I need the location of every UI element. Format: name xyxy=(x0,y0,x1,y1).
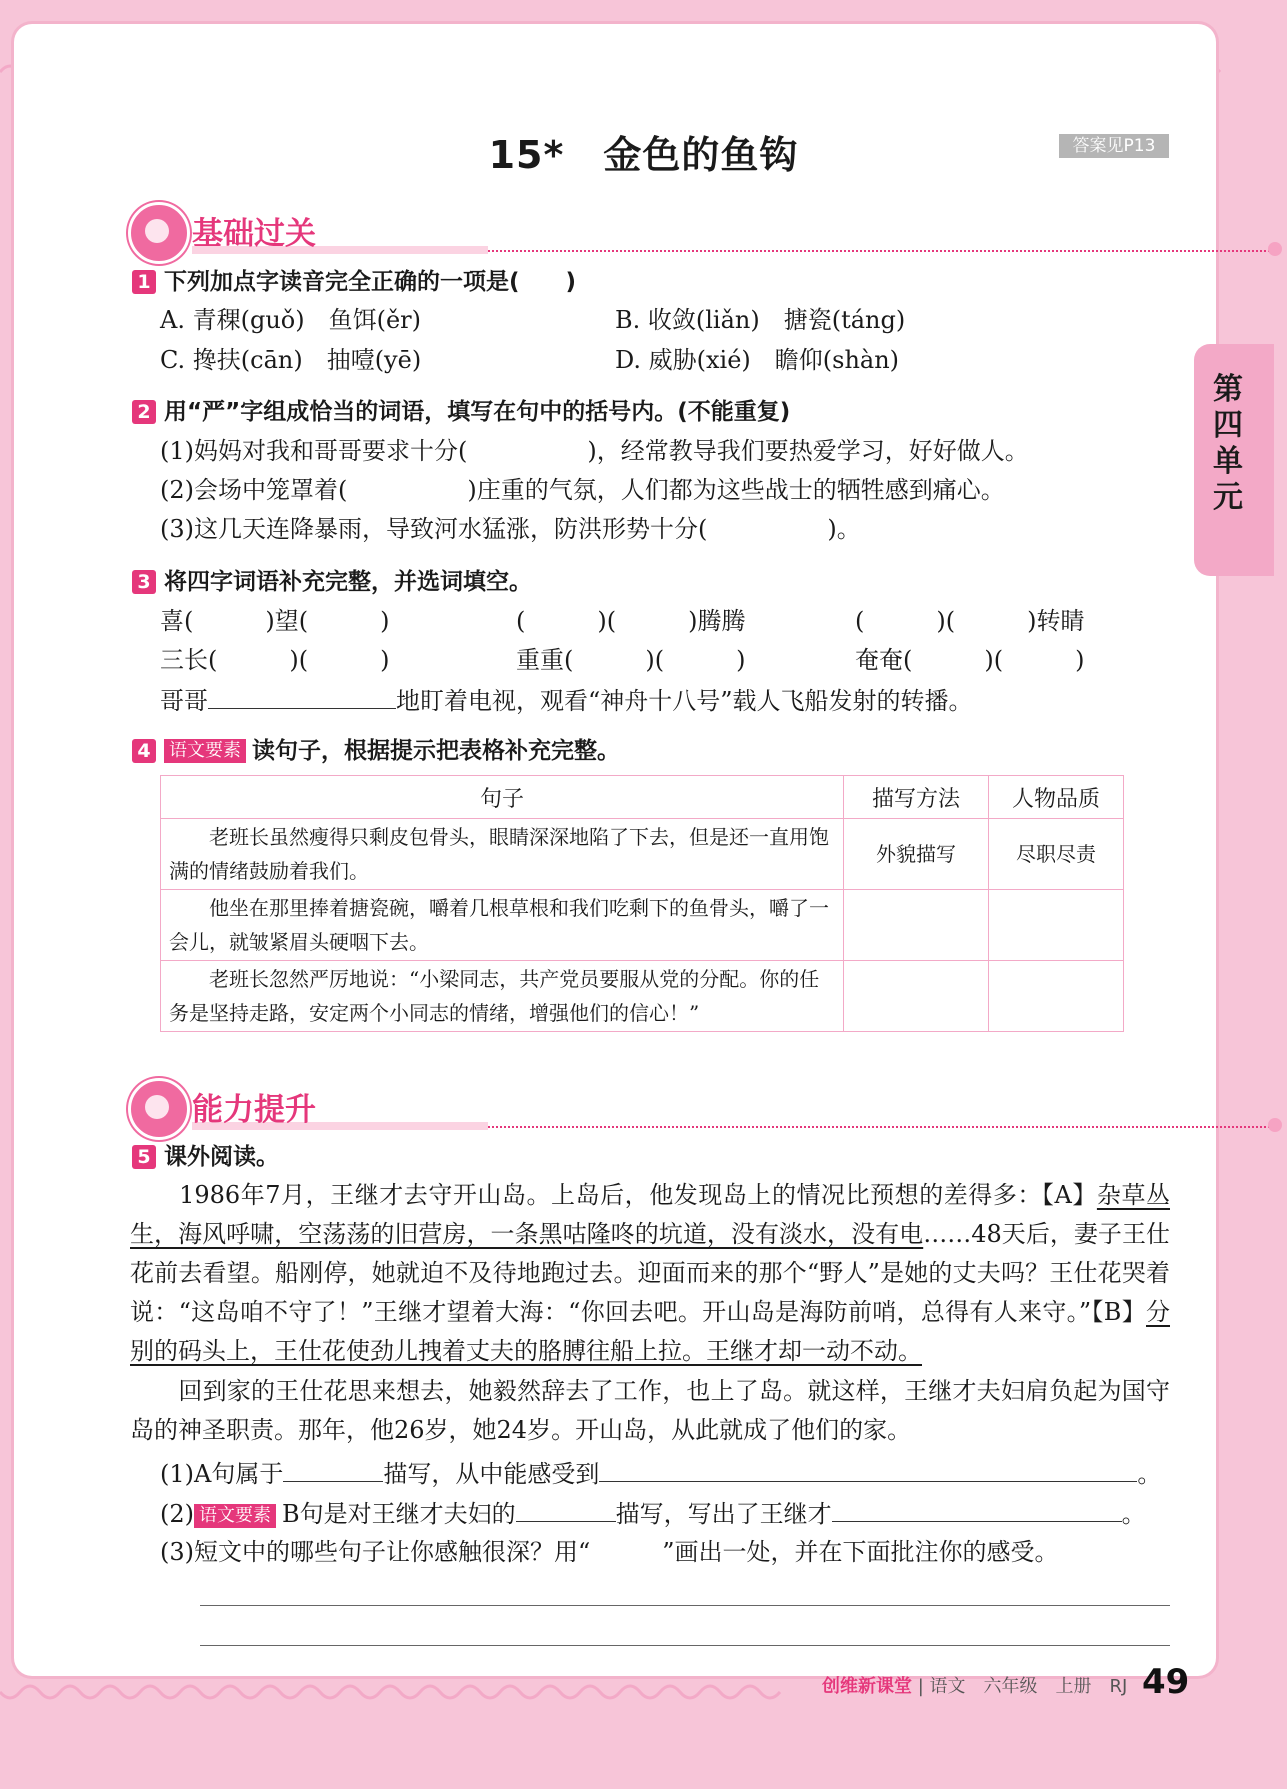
question-1 xyxy=(132,265,576,298)
idiom-2[interactable]: ( )( )腾腾 xyxy=(516,607,746,635)
question-number: 5 xyxy=(132,1145,156,1169)
quality-cell[interactable]: 尽职尽责 xyxy=(989,819,1124,890)
sub-question-1 xyxy=(160,1455,1161,1491)
unit-side-tab xyxy=(1194,344,1274,576)
sub-q2-text-2: 描写，写出了王继才 xyxy=(615,1500,832,1528)
p1-c: ……48天后，妻子王仕花前去看望。船刚停，她就迫不及待地跑过去。迎面而来的那个“野人”是她的丈夫吗？王仕花哭着说：“这岛咱不守了！”王继才望着大海：“你回去吧。开山岛是海防前哨，总得有人来守。”【B】 xyxy=(130,1220,1170,1326)
question-stem: 下列加点字读音完全正确的一项是( ) xyxy=(164,269,577,295)
reading-paragraph-1 xyxy=(130,1176,1170,1371)
answer-line[interactable] xyxy=(200,1645,1170,1646)
element-tag: 语文要素 xyxy=(194,1504,276,1528)
header-quality: 人物品质 xyxy=(989,776,1124,819)
dotted-divider xyxy=(488,1126,1278,1128)
sub-q2-num: (2) xyxy=(160,1500,194,1528)
sub-question-3: (3)短文中的哪些句子让你感触很深？用“ ”画出一处，并在下面批注你的感受。 xyxy=(160,1538,1059,1566)
question-stem: 课外阅读。 xyxy=(164,1144,279,1170)
option-c[interactable]: C. 搀扶(cān) 抽噎(yē) xyxy=(160,346,422,374)
question-number: 2 xyxy=(132,400,156,424)
dotted-divider xyxy=(488,250,1278,252)
divider-end-dot-icon xyxy=(1268,242,1282,256)
question-4 xyxy=(132,734,620,767)
idiom-4[interactable]: 三长( )( ) xyxy=(160,646,390,674)
sentence-cell: 老班长虽然瘦得只剩皮包骨头，眼睛深深地陷了下去，但是还一直用饱满的情绪鼓励着我们。 xyxy=(161,819,844,890)
section-title: 能力提升 xyxy=(192,1092,316,1128)
unit-label: 第四单元 xyxy=(1213,372,1243,515)
q2-line-2[interactable]: (2)会场中笼罩着( )庄重的气氛，人们都为这些战士的牺牲感到痛心。 xyxy=(160,476,1005,504)
question-2 xyxy=(132,395,790,428)
fill-blank[interactable] xyxy=(208,682,396,709)
option-b[interactable]: B. 收敛(liǎn) 搪瓷(táng) xyxy=(615,306,906,334)
header-method: 描写方法 xyxy=(844,776,989,819)
lesson-title: 15* 金色的鱼钩 xyxy=(488,133,799,177)
sub-q1-text: (1)A句属于 xyxy=(160,1460,284,1488)
q2-line-1[interactable]: (1)妈妈对我和哥哥要求十分( )，经常教导我们要热爱学习，好好做人。 xyxy=(160,437,1029,465)
mascot-icon xyxy=(128,1078,190,1140)
fill-before: 哥哥 xyxy=(160,687,208,715)
method-cell[interactable] xyxy=(844,890,989,961)
question-number: 3 xyxy=(132,570,156,594)
section-header-advance xyxy=(128,1078,1168,1134)
answer-line[interactable] xyxy=(200,1605,1170,1606)
q3-fill-sentence xyxy=(160,682,973,718)
blank[interactable] xyxy=(516,1495,616,1522)
blank[interactable] xyxy=(599,1455,1137,1482)
sentence-b: 分别的码头上，王仕花使劲儿拽着丈夫的胳膊往船上拉。王继才却一动不动。 xyxy=(130,1298,1170,1365)
idiom-6[interactable]: 奄奄( )( ) xyxy=(855,646,1085,674)
sub-q1-text-2: 描写，从中能感受到 xyxy=(383,1460,600,1488)
answer-reference-badge: 答案见P13 xyxy=(1059,134,1169,158)
question-stem: 读句子，根据提示把表格补充完整。 xyxy=(252,738,620,764)
sentence-cell: 他坐在那里捧着搪瓷碗，嚼着几根草根和我们吃剩下的鱼骨头，嚼了一会儿，就皱紧眉头硬咽下去。 xyxy=(161,890,844,961)
sub-question-2 xyxy=(160,1495,1146,1531)
method-cell[interactable]: 外貌描写 xyxy=(844,819,989,890)
section-header-basic xyxy=(128,202,1168,258)
fill-table xyxy=(160,775,1124,1032)
sentence-cell: 老班长忽然严厉地说：“小梁同志，共产党员要服从党的分配。你的任务是坚持走路，安定两个小同志的情绪，增强他们的信心！” xyxy=(161,961,844,1032)
quality-cell[interactable] xyxy=(989,890,1124,961)
quality-cell[interactable] xyxy=(989,961,1124,1032)
sentence-a: 杂草丛生，海风呼啸，空荡荡的旧营房，一条黑咕隆咚的坑道，没有淡水，没有电 xyxy=(130,1181,1170,1248)
sub-q2-end: 。 xyxy=(1121,1500,1146,1528)
page-number: 49 xyxy=(1142,1662,1190,1702)
question-stem: 将四字词语补充完整，并选词填空。 xyxy=(164,569,532,595)
q2-line-3[interactable]: (3)这几天连降暴雨，导致河水猛涨，防洪形势十分( )。 xyxy=(160,515,861,543)
sub-q2-text: B句是对王继才夫妇的 xyxy=(282,1500,516,1528)
divider-end-dot-icon xyxy=(1268,1118,1282,1132)
mascot-icon xyxy=(128,202,190,264)
footer-info: | 语文 六年级 上册 RJ xyxy=(917,1676,1128,1697)
table-row xyxy=(161,819,1124,890)
header-sentence: 句子 xyxy=(161,776,844,819)
method-cell[interactable] xyxy=(844,961,989,1032)
option-a[interactable]: A. 青稞(guǒ) 鱼饵(ěr) xyxy=(160,306,421,334)
blank[interactable] xyxy=(283,1455,383,1482)
reading-paragraph-2: 回到家的王仕花思来想去，她毅然辞去了工作，也上了岛。就这样，王继才夫妇肩负起为国守岛的神圣职责。那年，他26岁，她24岁。开山岛，从此就成了他们的家。 xyxy=(130,1377,1170,1444)
question-stem: 用“严”字组成恰当的词语，填写在句中的括号内。(不能重复) xyxy=(164,399,791,425)
question-number: 1 xyxy=(132,270,156,294)
idiom-5[interactable]: 重重( )( ) xyxy=(516,646,746,674)
idiom-1[interactable]: 喜( )望( ) xyxy=(160,607,390,635)
footer xyxy=(822,1672,1127,1698)
table-row xyxy=(161,961,1124,1032)
blank[interactable] xyxy=(832,1495,1122,1522)
question-number: 4 xyxy=(132,739,156,763)
question-5 xyxy=(132,1140,279,1173)
option-d[interactable]: D. 威胁(xié) 瞻仰(shàn) xyxy=(615,346,900,374)
section-title: 基础过关 xyxy=(192,216,316,252)
idiom-3[interactable]: ( )( )转睛 xyxy=(855,607,1085,635)
table-header-row xyxy=(161,776,1124,819)
element-tag: 语文要素 xyxy=(164,739,246,763)
table-row xyxy=(161,890,1124,961)
p1-a: 1986年7月，王继才去守开山岛。上岛后，他发现岛上的情况比预想的差得多：【A】 xyxy=(130,1181,1097,1209)
question-3 xyxy=(132,565,532,598)
footer-brand: 创维新课堂 xyxy=(822,1676,912,1697)
fill-after: 地盯着电视，观看“神舟十八号”载人飞船发射的转播。 xyxy=(396,687,973,715)
sub-q1-end: 。 xyxy=(1137,1460,1162,1488)
